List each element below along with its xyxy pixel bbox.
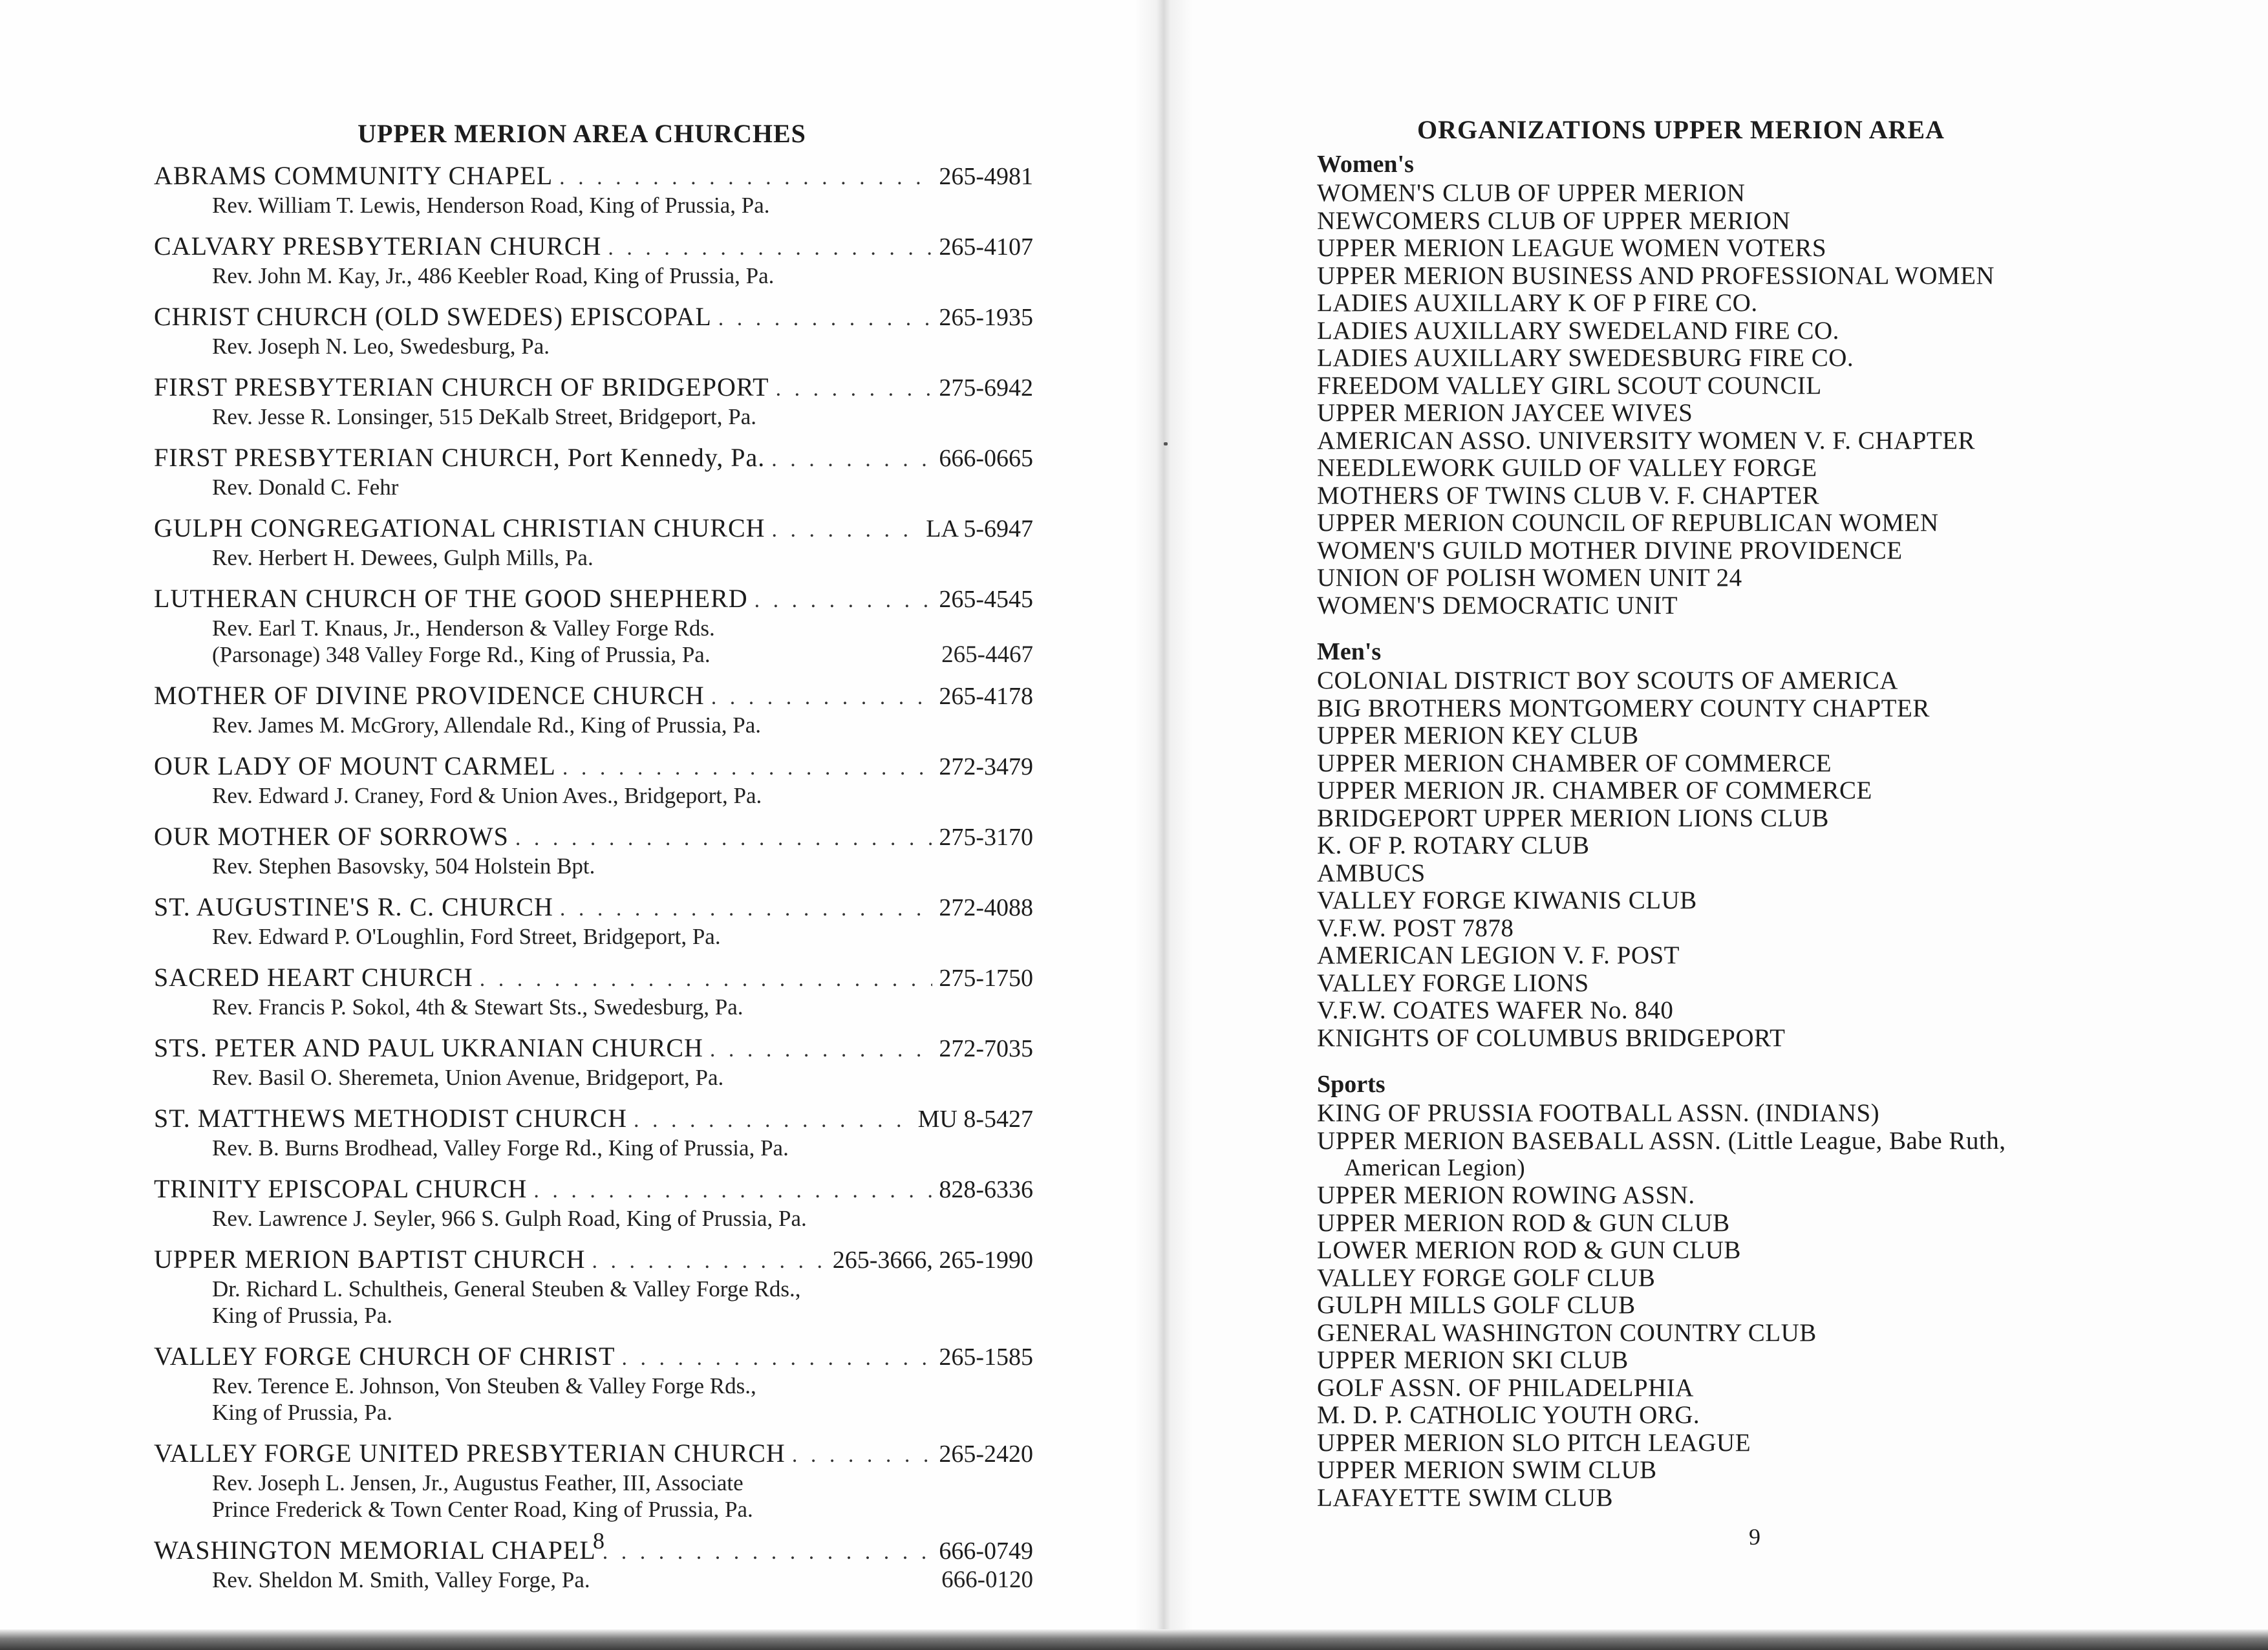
print-speck	[1164, 442, 1168, 445]
church-name-line	[154, 893, 1033, 923]
organization-item: UNION OF POLISH WOMEN UNIT 24	[1317, 564, 1742, 592]
church-detail-line	[154, 192, 1033, 219]
organization-item: UPPER MERION SWIM CLUB	[1317, 1456, 1657, 1484]
dot-leader	[776, 375, 933, 403]
organization-item: V.F.W. COATES WAFER No. 840	[1317, 996, 1674, 1024]
organization-item: UPPER MERION JR. CHAMBER OF COMMERCE	[1317, 777, 1872, 804]
church-name-line	[154, 444, 1033, 474]
church-detail-line	[154, 782, 1033, 809]
dot-leader	[754, 586, 933, 615]
church-name-line	[154, 162, 1033, 192]
dot-leader	[603, 1538, 933, 1567]
church-phone: 265-4545	[939, 586, 1033, 613]
church-name: UPPER MERION BAPTIST CHURCH	[154, 1245, 586, 1274]
church-detail: Rev. Terence E. Johnson, Von Steuben & Valley Forge Rds.,	[212, 1373, 756, 1398]
organization-item: COLONIAL DISTRICT BOY SCOUTS OF AMERICA	[1317, 667, 1898, 694]
organization-item: UPPER MERION KEY CLUB	[1317, 722, 1639, 749]
right-page	[1157, 0, 2268, 1650]
section-heading: Women's	[1317, 151, 1414, 178]
dot-leader	[792, 1441, 933, 1470]
church-name-line	[154, 584, 1033, 615]
church-name: ST. AUGUSTINE'S R. C. CHURCH	[154, 892, 553, 921]
organization-item: BRIDGEPORT UPPER MERION LIONS CLUB	[1317, 804, 1829, 832]
church-name-line	[154, 514, 1033, 544]
church-name: VALLEY FORGE CHURCH OF CHRIST	[154, 1342, 615, 1371]
organization-item: UPPER MERION ROWING ASSN.	[1317, 1181, 1695, 1209]
organization-item: LADIES AUXILLARY SWEDELAND FIRE CO.	[1317, 316, 1839, 345]
dot-leader	[711, 683, 933, 712]
dot-leader	[562, 754, 933, 782]
church-detail: Rev. William T. Lewis, Henderson Road, King of Prussia, Pa.	[212, 193, 770, 218]
organization-item: NEWCOMERS CLUB OF UPPER MERION	[1317, 206, 1791, 235]
church-detail: Rev. Edward P. O'Loughlin, Ford Street, Bridgeport, Pa.	[212, 924, 721, 949]
church-entry	[154, 303, 1033, 359]
dot-leader	[515, 824, 932, 853]
church-detail: (Parsonage) 348 Valley Forge Rd., King of Prussia, Pa.	[212, 642, 711, 667]
church-entry	[154, 963, 1033, 1020]
organizations-title: ORGANIZATIONS UPPER MERION AREA	[1417, 115, 1945, 144]
church-name: VALLEY FORGE UNITED PRESBYTERIAN CHURCH	[154, 1439, 786, 1468]
organization-item: American Legion)	[1344, 1155, 1526, 1181]
church-detail: Rev. John M. Kay, Jr., 486 Keebler Road, King of Prussia, Pa.	[212, 263, 775, 288]
organization-item: VALLEY FORGE GOLF CLUB	[1317, 1263, 1656, 1292]
organization-item: LAFAYETTE SWIM CLUB	[1317, 1483, 1613, 1512]
church-detail-line	[154, 403, 1033, 430]
church-list	[154, 162, 1033, 1607]
church-entry	[154, 1245, 1033, 1329]
organization-item: MOTHERS OF TWINS CLUB V. F. CHAPTER	[1317, 481, 1820, 509]
church-entry	[154, 514, 1033, 571]
church-detail: King of Prussia, Pa.	[212, 1400, 393, 1425]
church-phone: 666-0749	[939, 1538, 1033, 1565]
church-detail-line	[154, 1064, 1033, 1091]
church-name-line	[154, 1104, 1033, 1135]
organization-item: UPPER MERION LEAGUE WOMEN VOTERS	[1317, 234, 1827, 262]
church-detail-line	[154, 544, 1033, 571]
church-name-line	[154, 752, 1033, 782]
church-name-line	[154, 1175, 1033, 1205]
organization-item: NEEDLEWORK GUILD OF VALLEY FORGE	[1317, 454, 1817, 482]
organization-item: GENERAL WASHINGTON COUNTRY CLUB	[1317, 1318, 1817, 1347]
church-name-line	[154, 373, 1033, 403]
church-name-line	[154, 1342, 1033, 1373]
church-detail-line	[154, 1496, 1033, 1523]
church-name-line	[154, 1439, 1033, 1470]
church-phone: 275-1750	[939, 965, 1033, 992]
church-name: GULPH CONGREGATIONAL CHRISTIAN CHURCH	[154, 513, 765, 542]
church-name: ABRAMS COMMUNITY CHAPEL	[154, 161, 553, 190]
church-entry	[154, 1175, 1033, 1232]
church-name: FIRST PRESBYTERIAN CHURCH OF BRIDGEPORT	[154, 372, 769, 402]
church-detail: Rev. Jesse R. Lonsinger, 515 DeKalb Street, Bridgeport, Pa.	[212, 404, 757, 429]
dot-leader	[718, 305, 933, 333]
church-detail-phone: 265-4467	[941, 641, 1033, 668]
dot-leader	[634, 1106, 912, 1135]
church-detail-line	[154, 1399, 1033, 1426]
organization-item: V.F.W. POST 7878	[1317, 914, 1514, 942]
church-name-line	[154, 963, 1033, 994]
church-detail-line	[154, 641, 1033, 668]
church-entry	[154, 584, 1033, 668]
church-phone: 265-4178	[939, 683, 1033, 710]
church-detail-line	[154, 474, 1033, 500]
section-heading: Sports	[1317, 1071, 1385, 1098]
church-entry	[154, 1034, 1033, 1091]
dot-leader	[771, 445, 932, 474]
church-phone: MU 8-5427	[917, 1106, 1033, 1133]
organization-item: UPPER MERION JAYCEE WIVES	[1317, 399, 1693, 427]
church-phone: 275-3170	[939, 824, 1033, 851]
organization-item: LADIES AUXILLARY SWEDESBURG FIRE CO.	[1317, 344, 1854, 372]
church-detail-line	[154, 1135, 1033, 1161]
church-detail: Rev. Joseph N. Leo, Swedesburg, Pa.	[212, 334, 550, 359]
church-detail: Dr. Richard L. Schultheis, General Steuben & Valley Forge Rds.,	[212, 1276, 801, 1302]
organization-item: AMERICAN ASSO. UNIVERSITY WOMEN V. F. CHAPTER	[1317, 426, 1975, 455]
dot-leader	[710, 1036, 932, 1064]
organization-item: WOMEN'S DEMOCRATIC UNIT	[1317, 591, 1678, 619]
church-detail-line	[154, 262, 1033, 289]
church-detail-line	[154, 615, 1033, 641]
organization-item: KNIGHTS OF COLUMBUS BRIDGEPORT	[1317, 1023, 1786, 1052]
church-name-line	[154, 232, 1033, 262]
church-phone: 272-3479	[939, 753, 1033, 780]
organization-item: UPPER MERION ROD & GUN CLUB	[1317, 1208, 1730, 1237]
dot-leader	[560, 895, 932, 923]
organization-item: UPPER MERION SLO PITCH LEAGUE	[1317, 1428, 1751, 1457]
page-number-right: 9	[1749, 1524, 1760, 1550]
church-phone: 265-4107	[939, 233, 1033, 261]
church-detail: Rev. James M. McGrory, Allendale Rd., King of Prussia, Pa.	[212, 712, 761, 738]
church-phone: 265-1585	[939, 1344, 1033, 1371]
organization-item: KING OF PRUSSIA FOOTBALL ASSN. (INDIANS)	[1317, 1099, 1880, 1127]
church-detail: Rev. Sheldon M. Smith, Valley Forge, Pa.	[212, 1567, 590, 1592]
church-detail-line	[154, 1302, 1033, 1329]
organization-item: VALLEY FORGE LIONS	[1317, 969, 1589, 997]
church-name: MOTHER OF DIVINE PROVIDENCE CHURCH	[154, 681, 705, 710]
organization-item: UPPER MERION BASEBALL ASSN. (Little League, Babe Ruth,	[1317, 1126, 2006, 1155]
organization-item: K. OF P. ROTARY CLUB	[1317, 831, 1590, 859]
church-phone: 828-6336	[939, 1176, 1033, 1203]
dot-leader	[622, 1344, 933, 1373]
church-detail: Rev. Stephen Basovsky, 504 Holstein Bpt.	[212, 853, 595, 879]
church-entry	[154, 822, 1033, 879]
church-entry	[154, 752, 1033, 809]
church-detail: King of Prussia, Pa.	[212, 1303, 393, 1328]
church-detail-line	[154, 853, 1033, 879]
church-entry	[154, 232, 1033, 289]
church-name-line	[154, 303, 1033, 333]
church-detail-line	[154, 1567, 1033, 1593]
organization-item: FREEDOM VALLEY GIRL SCOUT COUNCIL	[1317, 371, 1822, 400]
church-name-line	[154, 1245, 1033, 1276]
church-detail: Rev. B. Burns Brodhead, Valley Forge Rd., King of Prussia, Pa.	[212, 1135, 789, 1161]
church-phone: 272-4088	[939, 894, 1033, 921]
church-detail: Prince Frederick & Town Center Road, King of Prussia, Pa.	[212, 1497, 753, 1522]
church-detail: Rev. Earl T. Knaus, Jr., Henderson & Valley Forge Rds.	[212, 616, 715, 641]
church-detail: Rev. Herbert H. Dewees, Gulph Mills, Pa.	[212, 545, 594, 570]
page-number-left: 8	[593, 1528, 604, 1554]
church-phone: 265-2420	[939, 1441, 1033, 1468]
dot-leader	[608, 234, 932, 262]
dot-leader	[559, 164, 932, 192]
church-entry	[154, 1342, 1033, 1426]
organization-item: GULPH MILLS GOLF CLUB	[1317, 1291, 1636, 1319]
organization-item: GOLF ASSN. OF PHILADELPHIA	[1317, 1373, 1694, 1402]
organization-item: AMBUCS	[1317, 859, 1426, 887]
organization-item: UPPER MERION SKI CLUB	[1317, 1346, 1629, 1374]
church-entry	[154, 893, 1033, 950]
church-name-line	[154, 1034, 1033, 1064]
church-name: ST. MATTHEWS METHODIST CHURCH	[154, 1104, 627, 1133]
organization-item: LADIES AUXILLARY K OF P FIRE CO.	[1317, 289, 1758, 317]
church-detail: Rev. Edward J. Craney, Ford & Union Aves., Bridgeport, Pa.	[212, 783, 762, 808]
church-detail-line	[154, 1276, 1033, 1302]
church-detail-line	[154, 1373, 1033, 1399]
church-name: OUR MOTHER OF SORROWS	[154, 822, 509, 851]
church-entry	[154, 681, 1033, 738]
church-name: FIRST PRESBYTERIAN CHURCH, Port Kennedy, Pa.	[154, 443, 765, 472]
church-name: TRINITY EPISCOPAL CHURCH	[154, 1174, 528, 1203]
scan-bottom-edge	[0, 1629, 2268, 1650]
church-entry	[154, 1104, 1033, 1161]
organization-item: UPPER MERION COUNCIL OF REPUBLICAN WOMEN	[1317, 509, 1939, 537]
church-name-line	[154, 681, 1033, 712]
church-phone: 265-4981	[939, 163, 1033, 190]
church-detail-line	[154, 1470, 1033, 1496]
dot-leader	[592, 1247, 826, 1276]
church-name: CHRIST CHURCH (OLD SWEDES) EPISCOPAL	[154, 302, 712, 331]
organization-item: WOMEN'S CLUB OF UPPER MERION	[1317, 179, 1746, 207]
church-detail-line	[154, 712, 1033, 738]
church-name: OUR LADY OF MOUNT CARMEL	[154, 751, 556, 780]
section-heading: Men's	[1317, 638, 1382, 665]
church-name: STS. PETER AND PAUL UKRANIAN CHURCH	[154, 1033, 703, 1062]
church-detail: Rev. Lawrence J. Seyler, 966 S. Gulph Road, King of Prussia, Pa.	[212, 1206, 807, 1231]
organization-item: VALLEY FORGE KIWANIS CLUB	[1317, 886, 1697, 914]
organization-item: UPPER MERION BUSINESS AND PROFESSIONAL WOMEN	[1317, 261, 1995, 290]
organization-item: M. D. P. CATHOLIC YOUTH ORG.	[1317, 1401, 1700, 1429]
church-detail-line	[154, 333, 1033, 359]
church-detail-line	[154, 1205, 1033, 1232]
organization-item: UPPER MERION CHAMBER OF COMMERCE	[1317, 749, 1832, 777]
organization-item: BIG BROTHERS MONTGOMERY COUNTY CHAPTER	[1317, 694, 1930, 722]
church-phone: 265-3666, 265-1990	[832, 1247, 1033, 1274]
book-gutter	[1135, 0, 1193, 1650]
dot-leader	[480, 965, 933, 994]
dot-leader	[772, 516, 920, 544]
church-entry	[154, 162, 1033, 219]
church-detail-line	[154, 923, 1033, 950]
dot-leader	[533, 1177, 932, 1205]
church-phone: 272-7035	[939, 1035, 1033, 1062]
church-phone: 265-1935	[939, 304, 1033, 331]
church-name: SACRED HEART CHURCH	[154, 963, 473, 992]
church-detail: Rev. Francis P. Sokol, 4th & Stewart Sts., Swedesburg, Pa.	[212, 994, 744, 1020]
church-phone: 666-0665	[939, 445, 1033, 472]
church-name: CALVARY PRESBYTERIAN CHURCH	[154, 231, 602, 261]
church-entry	[154, 444, 1033, 500]
church-detail: Rev. Joseph L. Jensen, Jr., Augustus Feather, III, Associate	[212, 1470, 744, 1495]
church-entry	[154, 373, 1033, 430]
church-detail: Rev. Basil O. Sheremeta, Union Avenue, Bridgeport, Pa.	[212, 1065, 724, 1090]
church-phone: 275-6942	[939, 374, 1033, 402]
church-detail: Rev. Donald C. Fehr	[212, 475, 399, 500]
organization-list	[1317, 149, 2235, 1512]
organization-item: AMERICAN LEGION V. F. POST	[1317, 941, 1680, 969]
church-phone: LA 5-6947	[926, 515, 1033, 542]
church-name-line	[154, 822, 1033, 853]
church-name: LUTHERAN CHURCH OF THE GOOD SHEPHERD	[154, 584, 748, 613]
church-detail-phone: 666-0120	[941, 1567, 1033, 1593]
church-detail-line	[154, 994, 1033, 1020]
church-entry	[154, 1439, 1033, 1523]
organization-item: LOWER MERION ROD & GUN CLUB	[1317, 1236, 1741, 1264]
organization-item: WOMEN'S GUILD MOTHER DIVINE PROVIDENCE	[1317, 536, 1903, 564]
church-name: WASHINGTON MEMORIAL CHAPEL	[154, 1536, 596, 1565]
churches-title: UPPER MERION AREA CHURCHES	[358, 119, 806, 148]
